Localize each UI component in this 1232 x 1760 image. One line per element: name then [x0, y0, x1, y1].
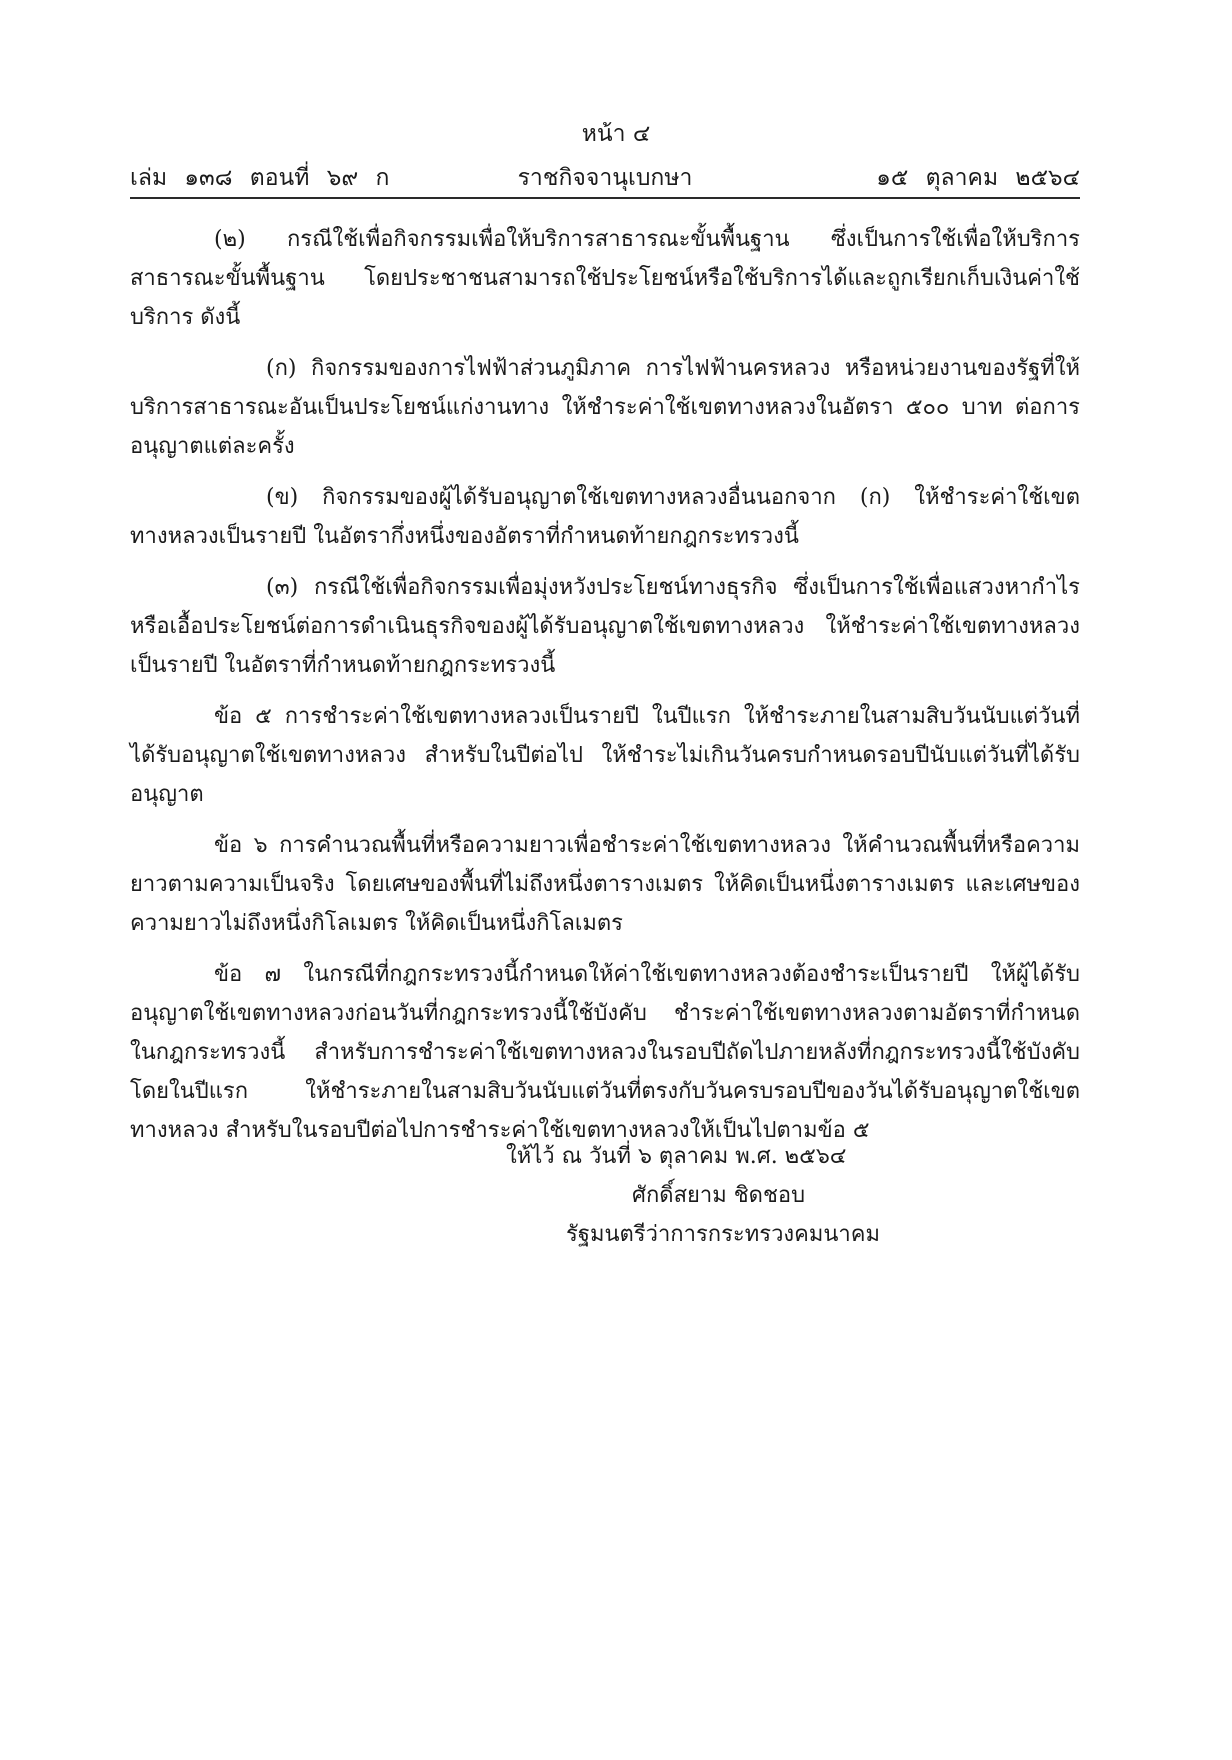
- header-row: [130, 160, 1080, 194]
- gazette-title: ราชกิจจานุเบกษา: [517, 165, 693, 191]
- document-body: [130, 220, 1080, 1162]
- paragraph-clause-3: (๓) กรณีใช้เพื่อกิจกรรมเพื่อมุ่งหวังประโยชน์ทางธุรกิจ ซึ่งเป็นการใช้เพื่อแสวงหากำไรหรือเอื้อประโยชน์ต่อการดำเนินธุรกิจของผู้ได้รับอนุญาตใช้เขตทางหลวง ให้ชำระค่าใช้เขตทางหลวงเป็นรายปี ในอัตราที่กำหนดท้ายกฎกระทรวงนี้: [130, 575, 1080, 678]
- paragraph-article-5: ข้อ ๕ การชำระค่าใช้เขตทางหลวงเป็นรายปี ในปีแรก ให้ชำระภายในสามสิบวันนับแต่วันที่ได้รับอนุญาตใช้เขตทางหลวง สำหรับในปีต่อไป ให้ชำระไม่เกินวันครบกำหนดรอบปีนับแต่วันที่ได้รับอนุญาต: [130, 704, 1080, 807]
- volume-issue: เล่ม ๑๓๘ ตอนที่ ๖๙ ก: [130, 165, 390, 191]
- paragraph-clause-2-a: (ก) กิจกรรมของการไฟฟ้าส่วนภูมิภาค การไฟฟ้านครหลวง หรือหน่วยงานของรัฐที่ให้บริการสาธารณะอันเป็นประโยชน์แก่งานทาง ให้ชำระค่าใช้เขตทางหลวงในอัตรา ๕๐๐ บาท ต่อการอนุญาตแต่ละครั้ง: [130, 356, 1080, 459]
- paragraph-clause-2-b: (ข) กิจกรรมของผู้ได้รับอนุญาตใช้เขตทางหลวงอื่นนอกจาก (ก) ให้ชำระค่าใช้เขตทางหลวงเป็นรายปี ในอัตรากึ่งหนึ่งของอัตราที่กำหนดท้ายกฎกระทรวงนี้: [130, 485, 1080, 549]
- paragraph-clause-2: (๒) กรณีใช้เพื่อกิจกรรมเพื่อให้บริการสาธารณะขั้นพื้นฐาน ซึ่งเป็นการใช้เพื่อให้บริการสาธารณะขั้นพื้นฐาน โดยประชาชนสามารถใช้ประโยชน์หรือใช้บริการได้และถูกเรียกเก็บเงินค่าใช้บริการ ดังนี้: [130, 227, 1080, 330]
- header-divider: [130, 197, 1080, 199]
- publication-date: ๑๕ ตุลาคม ๒๕๖๔: [876, 165, 1080, 191]
- paragraph-article-7: ข้อ ๗ ในกรณีที่กฎกระทรวงนี้กำหนดให้ค่าใช้เขตทางหลวงต้องชำระเป็นรายปี ให้ผู้ได้รับอนุญาตใช้เขตทางหลวงก่อนวันที่กฎกระทรวงนี้ใช้บังคับ ชำระค่าใช้เขตทางหลวงตามอัตราที่กำหนดในกฎกระทรวงนี้ สำหรับการชำระค่าใช้เขตทางหลวงในรอบปีถัดไปภายหลังที่กฎกระทรวงนี้ใช้บังคับ โดยในปีแรก ให้ชำระภายในสามสิบวันนับแต่วันที่ตรงกับวันครบรอบปีของวันได้รับอนุญาตใช้เขตทางหลวง สำหรับในรอบปีต่อไปการชำระค่าใช้เขตทางหลวงให้เป็นไปตามข้อ ๕: [130, 962, 1080, 1143]
- signatory-title: รัฐมนตรีว่าการกระทรวงคมนาคม: [566, 1222, 880, 1247]
- paragraph-article-6: ข้อ ๖ การคำนวณพื้นที่หรือความยาวเพื่อชำระค่าใช้เขตทางหลวง ให้คำนวณพื้นที่หรือความยาวตามความเป็นจริง โดยเศษของพื้นที่ไม่ถึงหนึ่งตารางเมตร ให้คิดเป็นหนึ่งตารางเมตร และเศษของความยาวไม่ถึงหนึ่งกิโลเมตร ให้คิดเป็นหนึ่งกิโลเมตร: [130, 833, 1080, 936]
- signatory-name: ศักดิ์สยาม ชิดชอบ: [632, 1183, 806, 1208]
- signature-date: ให้ไว้ ณ วันที่ ๖ ตุลาคม พ.ศ. ๒๕๖๔: [506, 1144, 847, 1169]
- page-number: หน้า ๔: [581, 121, 651, 147]
